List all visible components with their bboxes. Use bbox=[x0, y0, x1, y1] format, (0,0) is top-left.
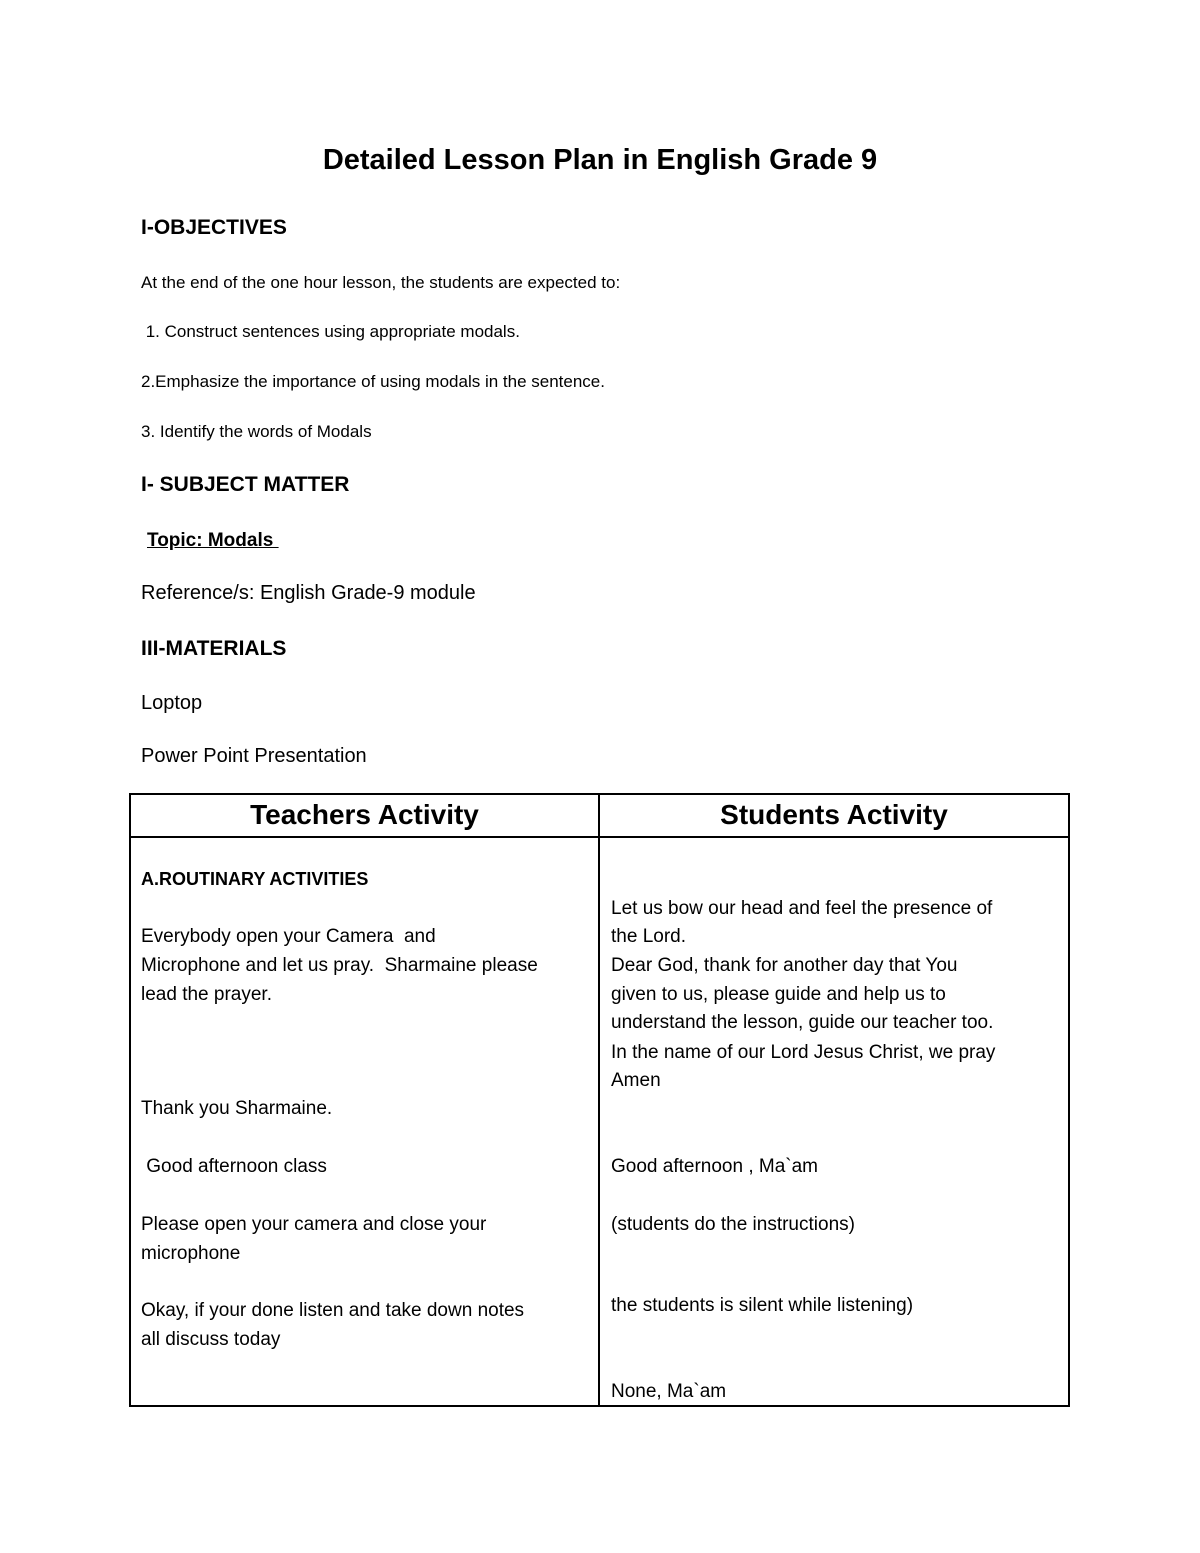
student-line-5: understand the lesson, guide our teacher too. bbox=[611, 1012, 994, 1033]
material-item-2: Power Point Presentation bbox=[141, 745, 367, 767]
document-title: Detailed Lesson Plan in English Grade 9 bbox=[322, 144, 878, 176]
reference-text: Reference/s: English Grade-9 module bbox=[141, 582, 476, 604]
teacher-line-7: microphone bbox=[141, 1243, 241, 1264]
teachers-activity-header: Teachers Activity bbox=[250, 799, 479, 830]
topic-label: Topic: Modals bbox=[147, 530, 279, 551]
objectives-heading: I-OBJECTIVES bbox=[141, 216, 287, 239]
student-line-6: In the name of our Lord Jesus Christ, we pray bbox=[611, 1042, 996, 1063]
student-line-10: the students is silent while listening) bbox=[611, 1295, 914, 1316]
teacher-line-5: Good afternoon class bbox=[141, 1156, 327, 1177]
student-line-8: Good afternoon , Ma`am bbox=[611, 1156, 818, 1177]
subject-matter-heading: I- SUBJECT MATTER bbox=[141, 473, 350, 496]
teacher-line-4: Thank you Sharmaine. bbox=[141, 1098, 333, 1119]
objective-item-1: 1. Construct sentences using appropriate modals. bbox=[141, 322, 520, 341]
students-activity-header: Students Activity bbox=[720, 799, 948, 830]
objectives-intro: At the end of the one hour lesson, the students are expected to: bbox=[141, 273, 621, 292]
teacher-line-1: Everybody open your Camera and bbox=[141, 926, 436, 947]
materials-heading: III-MATERIALS bbox=[141, 637, 287, 660]
table-column-divider bbox=[598, 793, 600, 1407]
teacher-line-8: Okay, if your done listen and take down notes bbox=[141, 1300, 525, 1321]
student-line-1: Let us bow our head and feel the presence of bbox=[611, 898, 993, 919]
student-line-7: Amen bbox=[611, 1070, 661, 1091]
material-item-1: Loptop bbox=[141, 692, 203, 714]
student-line-2: the Lord. bbox=[611, 926, 686, 947]
teacher-line-9: all discuss today bbox=[141, 1329, 281, 1350]
routinary-activities-label: A.ROUTINARY ACTIVITIES bbox=[141, 869, 369, 889]
table-header-divider bbox=[129, 836, 1070, 838]
student-line-3: Dear God, thank for another day that You bbox=[611, 955, 958, 976]
student-line-9: (students do the instructions) bbox=[611, 1214, 855, 1235]
teacher-line-6: Please open your camera and close your bbox=[141, 1214, 487, 1235]
teacher-line-2: Microphone and let us pray. Sharmaine please bbox=[141, 955, 538, 976]
objective-item-2: 2.Emphasize the importance of using modals in the sentence. bbox=[141, 372, 605, 391]
student-line-4: given to us, please guide and help us to bbox=[611, 984, 946, 1005]
objective-item-3: 3. Identify the words of Modals bbox=[141, 422, 372, 441]
teacher-line-3: lead the prayer. bbox=[141, 984, 272, 1005]
student-line-11: None, Ma`am bbox=[611, 1381, 727, 1402]
